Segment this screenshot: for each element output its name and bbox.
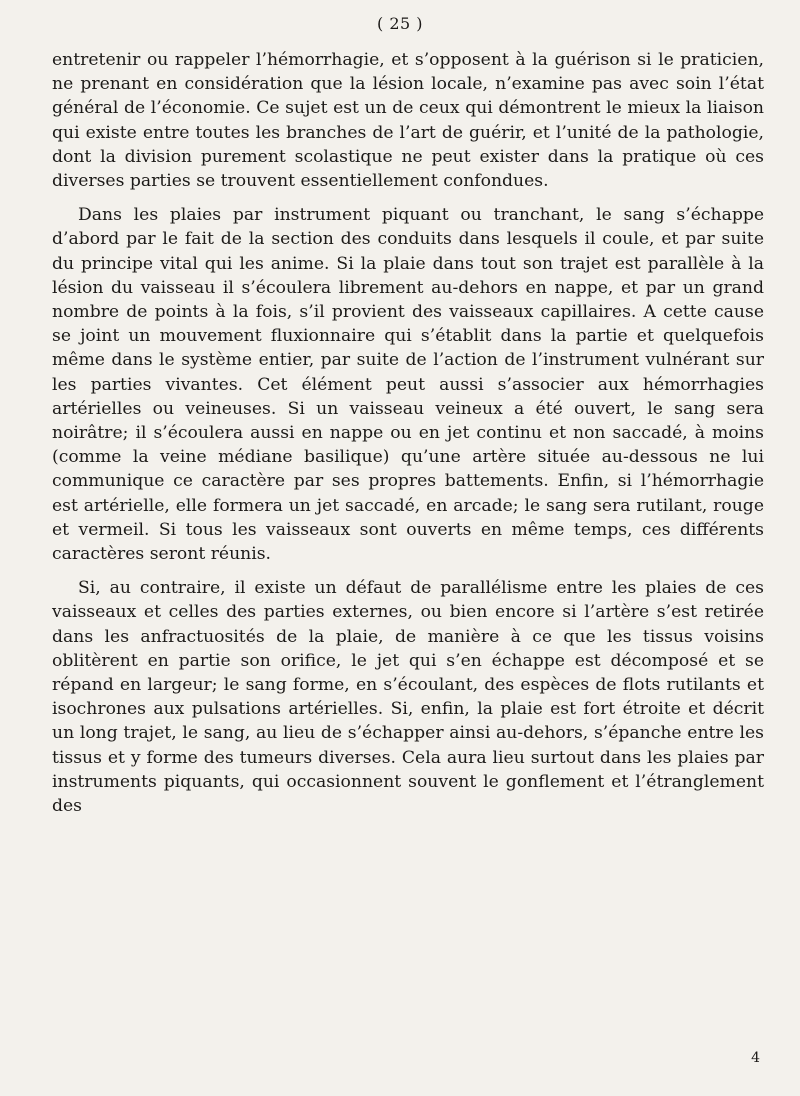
page-number: ( 25 ) xyxy=(376,14,423,33)
body-text xyxy=(52,48,764,818)
paragraph-2: Dans les plaies par instrument piquant ou tranchant, le sang s’échappe d’abord par le fait de la section des conduits dans lesquels il coule, et par suite du principe vital qui les anime. Si la plaie dans tout son trajet est parallèle à la lésion du vaisseau il s’écoulera librement au-dehors en nappe, et par un grand nombre de points à la fois, s’il provient des vaisseaux capillaires. A cette cause se joint un mouvement fluxionnaire qui s’établit dans la partie et quelquefois même dans le système entier, par suite de l’action de l’instrument vulnérant sur les parties vivantes. Cet élément peut aussi s’associer aux hémorrhagies artérielles ou veineuses. Si un vaisseau veineux a été ouvert, le sang sera noirâtre; il s’écoulera aussi en nappe ou en jet continu et non saccadé, à moins (comme la veine médiane basilique) qu’une artère située au-dessous ne lui communique ce caractère par ses propres battements. Enfin, si l’hémorrhagie est artérielle, elle formera un jet saccadé, en arcade; le sang sera rutilant, rouge et vermeil. Si tous les vaisseaux sont ouverts en même temps, ces différents caractères seront réunis. xyxy=(52,205,764,565)
paragraph-1: entretenir ou rappeler l’hémorrhagie, et s’opposent à la guérison si le praticien, ne prenant en considération que la lésion locale, n’examine pas avec soin l’état général de l’économie. Ce sujet est un de ceux qui démontrent le mieux la liaison qui existe entre toutes les branches de l’art de guérir, et l’unité de la pathologie, dont la division purement scolastique ne peut exister dans la pratique où ces diverses parties se trouvent essentiellement confondues. xyxy=(52,50,764,192)
paragraph-3: Si, au contraire, il existe un défaut de parallélisme entre les plaies de ces vaisseaux et celles des parties externes, ou bien encore si l’artère s’est retirée dans les anfractuosités de la plaie, de manière à ce que les tissus voisins oblitèrent en partie son orifice, le jet qui s’en échappe est décomposé et se répand en largeur; le sang forme, en s’écoulant, des espèces de flots rutilants et isochrones aux pulsations artérielles. Si, enfin, la plaie est fort étroite et décrit un long trajet, le sang, au lieu de s’échapper ainsi au-dehors, s’épanche entre les tissus et y forme des tumeurs diverses. Cela aura lieu surtout dans les plaies par instruments piquants, qui occasionnent souvent le gonflement et l’étranglement des xyxy=(52,578,764,817)
signature-mark: 4 xyxy=(751,1050,760,1066)
